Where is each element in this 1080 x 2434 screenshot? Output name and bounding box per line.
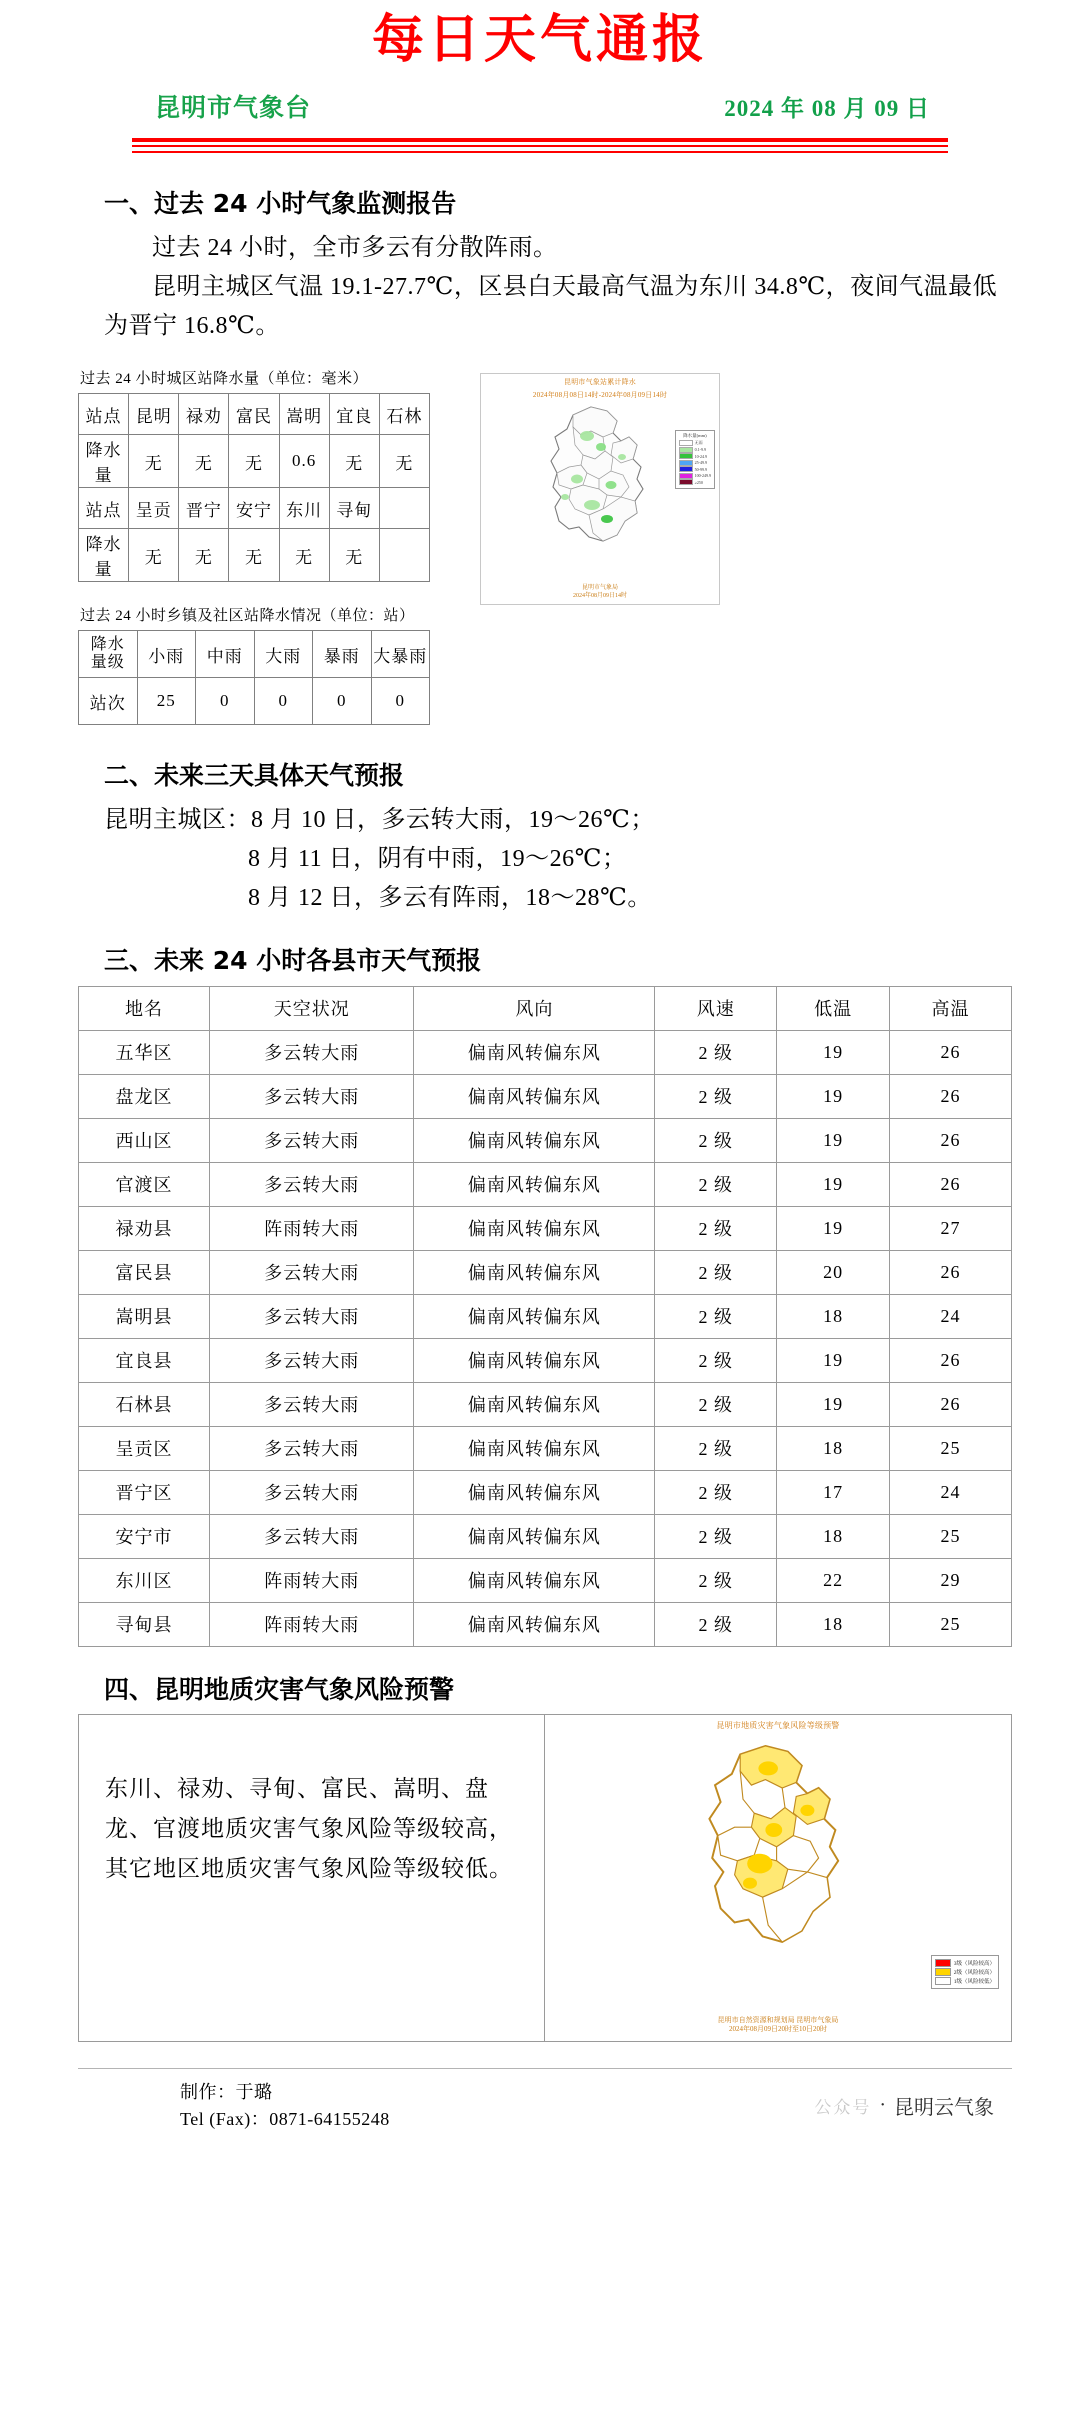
section2-heading: 二、未来三天具体天气预报 — [104, 761, 405, 791]
wind-direction-cell: 偏南风转偏东风 — [414, 1514, 655, 1558]
issuing-org: 昆明市气象台 — [155, 95, 312, 122]
low-temp-cell: 18 — [777, 1426, 890, 1470]
station-cell: 寻甸 — [329, 488, 379, 529]
rainfall-map-title: 昆明市气象站累计降水 — [564, 378, 636, 387]
page-title: 每日天气通报 — [371, 9, 708, 70]
forecast-line-day2: 8 月 11 日，阴有中雨，19～26℃； — [248, 846, 627, 872]
wind-direction-cell: 偏南风转偏东风 — [414, 1162, 655, 1206]
station-cell: 富民 — [229, 394, 279, 435]
document-content — [0, 187, 1080, 2157]
geological-risk-text: 东川、禄劝、寻甸、富民、嵩明、盘龙、官渡地质灾害气象风险等级较高，其它地区地质灾害气象风险等级较低。 — [79, 1715, 545, 2041]
header-meta-row — [0, 66, 1080, 124]
county-name-cell: 盘龙区 — [79, 1074, 210, 1118]
wind-speed-cell: 2 级 — [655, 1030, 777, 1074]
urban-station-rainfall-table — [78, 393, 430, 582]
monitoring-tables-and-map — [78, 345, 1012, 725]
row-label-station-2: 站点 — [79, 488, 129, 529]
wind-direction-cell: 偏南风转偏东风 — [414, 1602, 655, 1646]
table-row — [79, 488, 430, 529]
table-row — [79, 1470, 1012, 1514]
legend-swatch-icon — [679, 473, 693, 479]
footer-tel: Tel (Fax)：0871-64155248 — [180, 2109, 390, 2130]
sky-condition-cell: 多云转大雨 — [210, 1294, 414, 1338]
rainfall-cell: 无 — [329, 435, 379, 488]
high-temp-cell: 29 — [890, 1558, 1012, 1602]
table-row — [79, 1602, 1012, 1646]
column-header-name: 地名 — [79, 986, 210, 1030]
row-label-rainfall-2: 降水量 — [79, 529, 129, 582]
risk-map-footer-line1: 昆明市自然资源和规划局 昆明市气象局 — [717, 2015, 839, 2024]
table-row — [79, 1250, 1012, 1294]
grade-cell: 小雨 — [137, 631, 196, 678]
table-row — [79, 529, 430, 582]
rainfall-cell-empty — [379, 529, 429, 582]
legend-swatch-icon — [679, 447, 693, 453]
risk-map-title: 昆明市地质灾害气象风险等级预警 — [716, 1721, 840, 1731]
county-name-cell: 五华区 — [79, 1030, 210, 1074]
legend-title: 降水量(mm) — [683, 433, 707, 439]
table-row — [79, 1338, 1012, 1382]
brand-name: 昆明云气象 — [894, 2095, 994, 2120]
legend-label: 50-99.9 — [694, 466, 707, 472]
legend-item — [935, 1968, 995, 1976]
rainfall-cell: 无 — [179, 435, 229, 488]
rainfall-map-footer-line1: 昆明市气象局 — [581, 584, 618, 591]
risk-map-footer — [545, 2016, 1011, 2036]
station-cell: 安宁 — [229, 488, 279, 529]
wind-speed-cell: 2 级 — [655, 1426, 777, 1470]
wind-direction-cell: 偏南风转偏东风 — [414, 1338, 655, 1382]
wind-speed-cell: 2 级 — [655, 1382, 777, 1426]
section4-heading: 四、昆明地质灾害气象风险预警 — [104, 1674, 455, 1704]
table-header-row — [79, 986, 1012, 1030]
township-rain-grade-table — [78, 630, 430, 725]
wind-direction-cell: 偏南风转偏东风 — [414, 1426, 655, 1470]
column-header-high-temp: 高温 — [890, 986, 1012, 1030]
grade-count-cell: 0 — [254, 678, 313, 725]
rainfall-distribution-map — [480, 373, 720, 605]
low-temp-cell: 19 — [777, 1338, 890, 1382]
grade-table-caption: 过去 24 小时乡镇及社区站降水情况（单位：站） — [80, 608, 415, 625]
high-temp-cell: 26 — [890, 1118, 1012, 1162]
table-row — [79, 1030, 1012, 1074]
table-row — [79, 1382, 1012, 1426]
grade-header-line2: 量级 — [90, 654, 125, 672]
wind-direction-cell: 偏南风转偏东风 — [414, 1030, 655, 1074]
county-name-cell: 禄劝县 — [79, 1206, 210, 1250]
legend-item — [679, 453, 711, 459]
station-cell-empty — [379, 488, 429, 529]
rainfall-cell: 无 — [229, 435, 279, 488]
legend-item — [679, 460, 711, 466]
column-header-wind-speed: 风速 — [655, 986, 777, 1030]
high-temp-cell: 25 — [890, 1426, 1012, 1470]
section1-para-1: 过去 24 小时，全市多云有分散阵雨。 — [152, 234, 558, 261]
wind-direction-cell: 偏南风转偏东风 — [414, 1558, 655, 1602]
table-row — [79, 435, 430, 488]
station-cell: 晋宁 — [179, 488, 229, 529]
station-cell: 禄劝 — [179, 394, 229, 435]
legend-label: 3级（风险较高） — [953, 1961, 995, 1968]
issue-date: 2024 年 08 月 09 日 — [724, 96, 930, 121]
legend-swatch-icon — [679, 460, 693, 466]
sky-condition-cell: 多云转大雨 — [210, 1426, 414, 1470]
station-cell: 昆明 — [129, 394, 179, 435]
legend-label: 2级（风险较高） — [953, 1970, 995, 1977]
county-name-cell: 晋宁区 — [79, 1470, 210, 1514]
rainfall-cell: 无 — [179, 529, 229, 582]
wind-speed-cell: 2 级 — [655, 1250, 777, 1294]
legend-item — [679, 479, 711, 485]
sky-condition-cell: 多云转大雨 — [210, 1118, 414, 1162]
grade-cell: 中雨 — [196, 631, 255, 678]
county-name-cell: 石林县 — [79, 1382, 210, 1426]
wind-direction-cell: 偏南风转偏东风 — [414, 1206, 655, 1250]
header-divider — [132, 138, 948, 153]
sky-condition-cell: 多云转大雨 — [210, 1338, 414, 1382]
legend-label: 10-24.9 — [694, 453, 707, 459]
sky-condition-cell: 多云转大雨 — [210, 1250, 414, 1294]
sky-condition-cell: 多云转大雨 — [210, 1030, 414, 1074]
table-row — [79, 631, 430, 678]
risk-map-legend — [931, 1955, 999, 1989]
table-row — [79, 1206, 1012, 1250]
grade-cell: 大暴雨 — [371, 631, 430, 678]
wind-direction-cell: 偏南风转偏东风 — [414, 1118, 655, 1162]
rainfall-cell: 无 — [379, 435, 429, 488]
grade-count-label: 站次 — [79, 678, 138, 725]
table-row — [79, 1118, 1012, 1162]
sky-condition-cell: 多云转大雨 — [210, 1382, 414, 1426]
kunming-risk-boundary-icon — [673, 1732, 883, 1977]
station-cell: 嵩明 — [279, 394, 329, 435]
county-name-cell: 寻甸县 — [79, 1602, 210, 1646]
station-cell: 呈贡 — [129, 488, 179, 529]
low-temp-cell: 19 — [777, 1074, 890, 1118]
high-temp-cell: 26 — [890, 1250, 1012, 1294]
wind-direction-cell: 偏南风转偏东风 — [414, 1294, 655, 1338]
county-forecast-table — [78, 986, 1012, 1647]
high-temp-cell: 26 — [890, 1338, 1012, 1382]
table-row — [79, 394, 430, 435]
table-row — [79, 1426, 1012, 1470]
section3-heading: 三、未来 24 小时各县市天气预报 — [104, 945, 482, 975]
legend-item — [679, 440, 711, 446]
table-row — [79, 1162, 1012, 1206]
low-temp-cell: 19 — [777, 1162, 890, 1206]
risk-map-footer-line2: 2024年08月09日20时至10日20时 — [729, 2025, 827, 2034]
legend-swatch-icon — [679, 479, 693, 485]
wind-direction-cell: 偏南风转偏东风 — [414, 1470, 655, 1514]
rainfall-cell: 无 — [329, 529, 379, 582]
rainfall-map-footer-line2: 2024年08月09日14时 — [572, 592, 627, 599]
wind-speed-cell: 2 级 — [655, 1206, 777, 1250]
low-temp-cell: 18 — [777, 1294, 890, 1338]
sky-condition-cell: 多云转大雨 — [210, 1514, 414, 1558]
wind-speed-cell: 2 级 — [655, 1514, 777, 1558]
table-row — [79, 678, 430, 725]
watermark-text: 公众号 — [814, 2098, 872, 2119]
county-forecast-body — [79, 1030, 1012, 1646]
station-cell: 石林 — [379, 394, 429, 435]
sky-condition-cell: 阵雨转大雨 — [210, 1206, 414, 1250]
low-temp-cell: 19 — [777, 1030, 890, 1074]
legend-label: 25-49.9 — [694, 460, 707, 466]
wind-speed-cell: 2 级 — [655, 1162, 777, 1206]
rainfall-map-footer — [481, 584, 719, 601]
table-row — [79, 1514, 1012, 1558]
low-temp-cell: 18 — [777, 1602, 890, 1646]
table-row — [79, 1074, 1012, 1118]
grade-cell: 大雨 — [254, 631, 313, 678]
section2-forecast-lines — [104, 801, 1012, 918]
rainfall-cell: 无 — [129, 529, 179, 582]
geological-risk-panel — [78, 1714, 1012, 2042]
rainfall-cell: 0.6 — [279, 435, 329, 488]
legend-label: 0.1-9.9 — [694, 447, 706, 453]
grade-header-line1: 降水 — [90, 635, 125, 653]
legend-swatch-icon — [935, 1977, 951, 1985]
station-cell: 东川 — [279, 488, 329, 529]
legend-swatch-icon — [679, 440, 693, 446]
kunming-boundary-shape-icon — [525, 401, 675, 551]
rainfall-cell: 无 — [229, 529, 279, 582]
legend-label: 无雨 — [694, 440, 703, 446]
row-label-station-1: 站点 — [79, 394, 129, 435]
brand-separator: · — [879, 2094, 886, 2117]
grade-count-cell: 0 — [196, 678, 255, 725]
county-name-cell: 富民县 — [79, 1250, 210, 1294]
station-cell: 宜良 — [329, 394, 379, 435]
county-name-cell: 呈贡区 — [79, 1426, 210, 1470]
high-temp-cell: 24 — [890, 1470, 1012, 1514]
rain-table-caption: 过去 24 小时城区站降水量（单位：毫米） — [80, 371, 369, 388]
wind-speed-cell: 2 级 — [655, 1118, 777, 1162]
forecast-line-day1 — [104, 801, 1012, 840]
column-header-wind-direction: 风向 — [414, 986, 655, 1030]
legend-swatch-icon — [679, 453, 693, 459]
wind-speed-cell: 2 级 — [655, 1558, 777, 1602]
grade-cell: 暴雨 — [313, 631, 372, 678]
legend-swatch-icon — [935, 1968, 951, 1976]
rainfall-map-legend — [675, 430, 715, 489]
legend-swatch-icon — [679, 466, 693, 472]
rainfall-cell: 无 — [129, 435, 179, 488]
low-temp-cell: 22 — [777, 1558, 890, 1602]
high-temp-cell: 27 — [890, 1206, 1012, 1250]
column-header-low-temp: 低温 — [777, 986, 890, 1030]
county-name-cell: 西山区 — [79, 1118, 210, 1162]
wind-speed-cell: 2 级 — [655, 1294, 777, 1338]
wind-direction-cell: 偏南风转偏东风 — [414, 1250, 655, 1294]
county-name-cell: 官渡区 — [79, 1162, 210, 1206]
county-name-cell: 宜良县 — [79, 1338, 210, 1382]
table-row — [79, 1294, 1012, 1338]
sky-condition-cell: 阵雨转大雨 — [210, 1602, 414, 1646]
high-temp-cell: 24 — [890, 1294, 1012, 1338]
sky-condition-cell: 多云转大雨 — [210, 1074, 414, 1118]
rainfall-map-panel — [430, 345, 1012, 605]
row-label-rainfall-1: 降水量 — [79, 435, 129, 488]
county-name-cell: 嵩明县 — [79, 1294, 210, 1338]
low-temp-cell: 17 — [777, 1470, 890, 1514]
high-temp-cell: 26 — [890, 1162, 1012, 1206]
legend-item — [935, 1959, 995, 1967]
footer-brand-area — [814, 2091, 994, 2120]
monitoring-tables — [78, 345, 430, 725]
column-header-sky: 天空状况 — [210, 986, 414, 1030]
section1-heading: 一、过去 24 小时气象监测报告 — [104, 189, 457, 218]
wind-speed-cell: 2 级 — [655, 1074, 777, 1118]
high-temp-cell: 26 — [890, 1030, 1012, 1074]
grade-count-cell: 0 — [371, 678, 430, 725]
forecast-line-day3: 8 月 12 日，多云有阵雨，18～28℃。 — [248, 884, 652, 911]
county-name-cell: 安宁市 — [79, 1514, 210, 1558]
rainfall-cell: 无 — [279, 529, 329, 582]
low-temp-cell: 19 — [777, 1118, 890, 1162]
high-temp-cell: 26 — [890, 1074, 1012, 1118]
low-temp-cell: 20 — [777, 1250, 890, 1294]
high-temp-cell: 26 — [890, 1382, 1012, 1426]
rainfall-map-subtitle: 2024年08月08日14时-2024年08月09日14时 — [532, 391, 668, 400]
legend-item — [935, 1977, 995, 1985]
legend-label: 100-249.9 — [694, 473, 711, 479]
legend-item — [679, 466, 711, 472]
low-temp-cell: 19 — [777, 1206, 890, 1250]
wind-speed-cell: 2 级 — [655, 1338, 777, 1382]
legend-label: 1级（风险较低） — [953, 1979, 995, 1986]
sky-condition-cell: 多云转大雨 — [210, 1470, 414, 1514]
legend-swatch-icon — [935, 1959, 951, 1967]
city-label: 昆明主城区： — [104, 807, 251, 834]
divider-line-thin-2 — [132, 151, 948, 153]
sky-condition-cell: 阵雨转大雨 — [210, 1558, 414, 1602]
wind-direction-cell: 偏南风转偏东风 — [414, 1074, 655, 1118]
legend-item — [679, 447, 711, 453]
high-temp-cell: 25 — [890, 1514, 1012, 1558]
wind-speed-cell: 2 级 — [655, 1470, 777, 1514]
high-temp-cell: 25 — [890, 1602, 1012, 1646]
wind-direction-cell: 偏南风转偏东风 — [414, 1382, 655, 1426]
sky-condition-cell: 多云转大雨 — [210, 1162, 414, 1206]
grade-count-cell: 25 — [137, 678, 196, 725]
section1-para-2: 昆明主城区气温 19.1-27.7℃，区县白天最高气温为东川 34.8℃，夜间气温最低为晋宁 16.8℃。 — [104, 273, 998, 339]
page-footer — [78, 2068, 1012, 2157]
footer-maker: 制作：于璐 — [180, 2082, 273, 2103]
legend-item — [679, 473, 711, 479]
table-row — [79, 1558, 1012, 1602]
grade-header-label — [79, 631, 138, 678]
wind-speed-cell: 2 级 — [655, 1602, 777, 1646]
geological-risk-map — [545, 1715, 1011, 2041]
grade-count-cell: 0 — [313, 678, 372, 725]
low-temp-cell: 19 — [777, 1382, 890, 1426]
forecast-day1-text: 8 月 10 日，多云转大雨，19～26℃； — [251, 807, 655, 834]
legend-label: ≥250 — [694, 479, 703, 485]
low-temp-cell: 18 — [777, 1514, 890, 1558]
county-name-cell: 东川区 — [79, 1558, 210, 1602]
